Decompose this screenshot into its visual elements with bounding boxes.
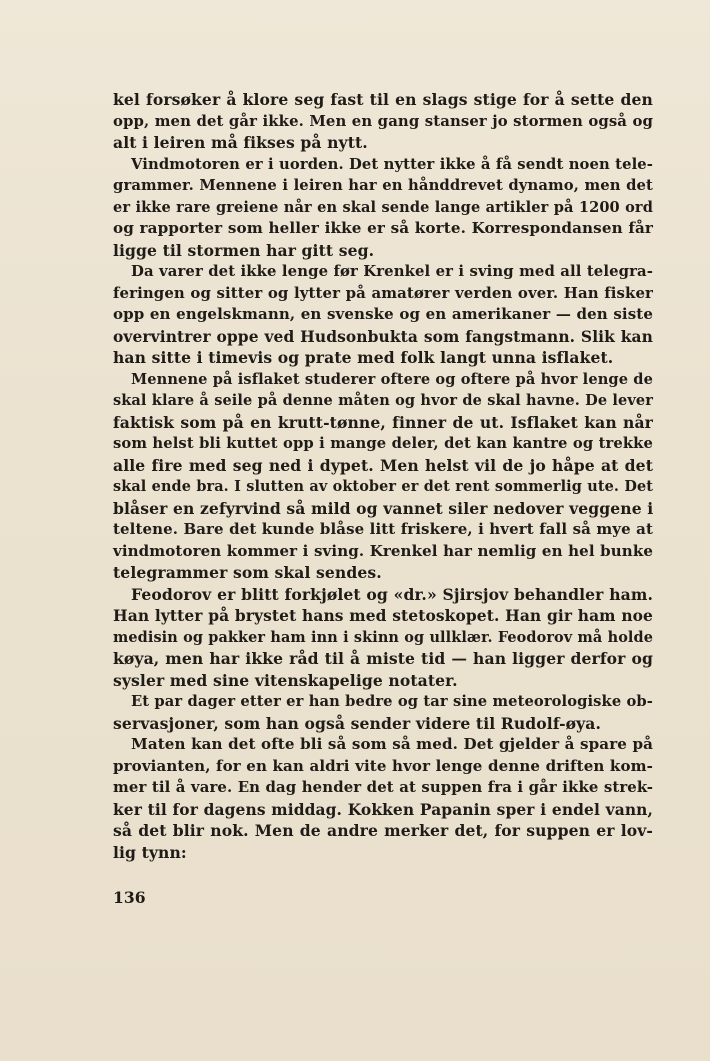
text-line: Vindmotoren er i uorden. Det nytter ikke å få sendt noen tele- xyxy=(131,155,653,173)
text-line: provianten, for en kan aldri vite hvor lenge denne driften kom- xyxy=(113,756,653,775)
text-line: er ikke rare greiene når en skal sende lange artikler på 1200 ord xyxy=(113,198,653,216)
text-line: feringen og sitter og lytter på amatører verden over. Han fisker xyxy=(113,283,653,302)
text-line: teltene. Bare det kunde blåse litt friskere, i hvert fall så mye at xyxy=(113,520,653,538)
text-line: Da varer det ikke lenge før Krenkel er i sving med all telegra- xyxy=(131,262,653,280)
text-line: lig tynn: xyxy=(113,842,187,862)
text-line: grammer. Mennene i leiren har en hånddrevet dynamo, men det xyxy=(113,177,653,194)
text-line: så det blir nok. Men de andre merker det, for suppen er lov- xyxy=(113,821,653,840)
text-line: køya, men har ikke råd til å miste tid — han ligger derfor og xyxy=(113,649,653,668)
text-line: skal klare å seile på denne måten og hvor de skal havne. De lever xyxy=(113,392,653,409)
text-line: medisin og pakker ham inn i skinn og ullklær. Feodorov må holde xyxy=(113,628,653,646)
text-line: mer til å vare. En dag hender det at suppen fra i går ikke strek- xyxy=(113,778,653,796)
text-line: Feodorov er blitt forkjølet og «dr.» Sjirsjov behandler ham. xyxy=(131,584,653,604)
text-line: Mennene på isflaket studerer oftere og oftere på hvor lenge de xyxy=(131,370,653,388)
text-line: Han lytter på brystet hans med stetoskopet. Han gir ham noe xyxy=(113,606,653,625)
text-line: telegrammer som skal sendes. xyxy=(113,563,382,582)
text-line: ker til for dagens middag. Kokken Papanin sper i endel vann, xyxy=(113,799,653,819)
text-line: opp en engelskmann, en svenske og en amerikaner — den siste xyxy=(113,305,653,323)
body-text xyxy=(113,89,653,863)
text-line: servasjoner, som han også sender videre til Rudolf-øya. xyxy=(113,713,602,733)
text-line: og rapporter som heller ikke er så korte. Korrespondansen får xyxy=(113,219,653,237)
text-line: ligge til stormen har gitt seg. xyxy=(113,240,375,260)
text-line: Et par dager etter er han bedre og tar sine meteorologiske ob- xyxy=(131,693,653,710)
text-line: vindmotoren kommer i sving. Krenkel har nemlig en hel bunke xyxy=(113,541,653,560)
text-line: overvintrer oppe ved Hudsonbukta som fangstmann. Slik kan xyxy=(113,326,653,346)
text-line: han sitte i timevis og prate med folk langt unna isflaket. xyxy=(113,348,614,367)
text-line: alle fire med seg ned i dypet. Men helst vil de jo håpe at det xyxy=(113,455,653,475)
page-number: 136 xyxy=(113,888,146,907)
text-line: blåser en zefyrvind så mild og vannet siler nedover veggene i xyxy=(113,498,654,518)
text-line: faktisk som på en krutt-tønne, finner de ut. Isflaket kan når xyxy=(113,412,653,432)
text-line: opp, men det går ikke. Men en gang stanser jo stormen også og xyxy=(113,111,653,130)
text-line: som helst bli kuttet opp i mange deler, det kan kantre og trekke xyxy=(113,435,653,452)
text-line: Maten kan det ofte bli så som så med. Det gjelder å spare på xyxy=(131,735,653,753)
text-line: kel forsøker å klore seg fast til en slags stige for å sette den xyxy=(113,90,653,109)
text-line: alt i leiren må fikses på nytt. xyxy=(113,133,368,152)
text-line: sysler med sine vitenskapelige notater. xyxy=(113,670,458,690)
text-line: skal ende bra. I slutten av oktober er det rent sommerlig ute. Det xyxy=(113,478,653,495)
